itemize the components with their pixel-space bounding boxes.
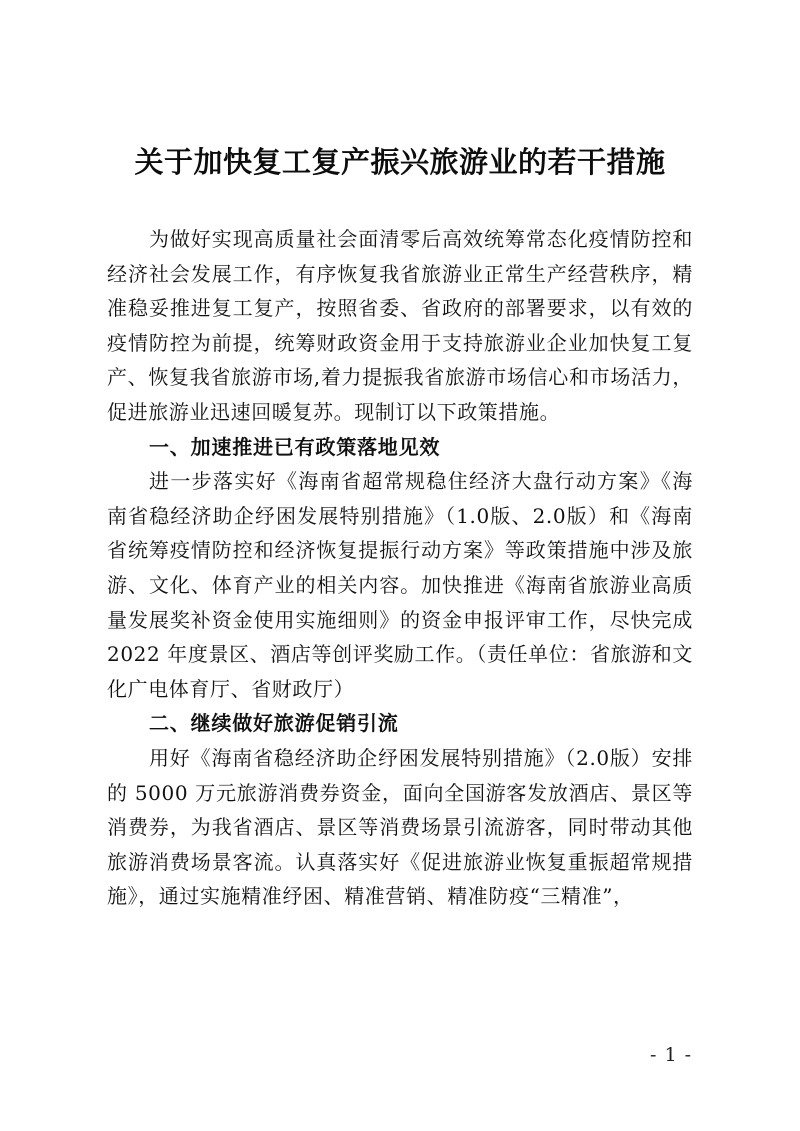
section-2-heading: 二、继续做好旅游促销引流: [149, 711, 399, 736]
section-1-heading: 一、加速推进已有政策落地见效: [149, 434, 441, 459]
document-body: [107, 222, 693, 914]
section-2-paragraph: 用好《海南省稳经济助企纾困发展特别措施》（2.0版）安排的 5000 万元旅游消费券资金，面向全国游客发放酒店、景区等消费券，为我省酒店、景区等消费场景引流游客，同时带动其他旅游消费场景客流。认真落实好《促进旅游业恢复重振超常规措施》，通过实施精准纾困、精准营销、精准防疫“三精准”，: [107, 745, 693, 909]
section-1-paragraph: 进一步落实好《海南省超常规稳住经济大盘行动方案》《海南省稳经济助企纾困发展特别措施》（1.0版、2.0版）和《海南省统筹疫情防控和经济恢复提振行动方案》等政策措施中涉及旅游、文化、体育产业的相关内容。加快推进《海南省旅游业高质量发展奖补资金使用实施细则》的资金申报评审工作，尽快完成 2022 年度景区、酒店等创评奖励工作。（责任单位：省旅游和文化广电体育厅、省财政厅）: [107, 469, 693, 701]
intro-paragraph: 为做好实现高质量社会面清零后高效统筹常态化疫情防控和经济社会发展工作，有序恢复我省旅游业正常生产经营秩序，精准稳妥推进复工复产，按照省委、省政府的部署要求，以有效的疫情防控为前提，统筹财政资金用于支持旅游业企业加快复工复产、恢复我省旅游市场,着力提振我省旅游市场信心和市场活力，促进旅游业迅速回暖复苏。现制订以下政策措施。: [107, 227, 693, 424]
page-number: - 1 -: [649, 1044, 692, 1066]
document-title: 关于加快复工复产振兴旅游业的若干措施: [134, 145, 666, 179]
